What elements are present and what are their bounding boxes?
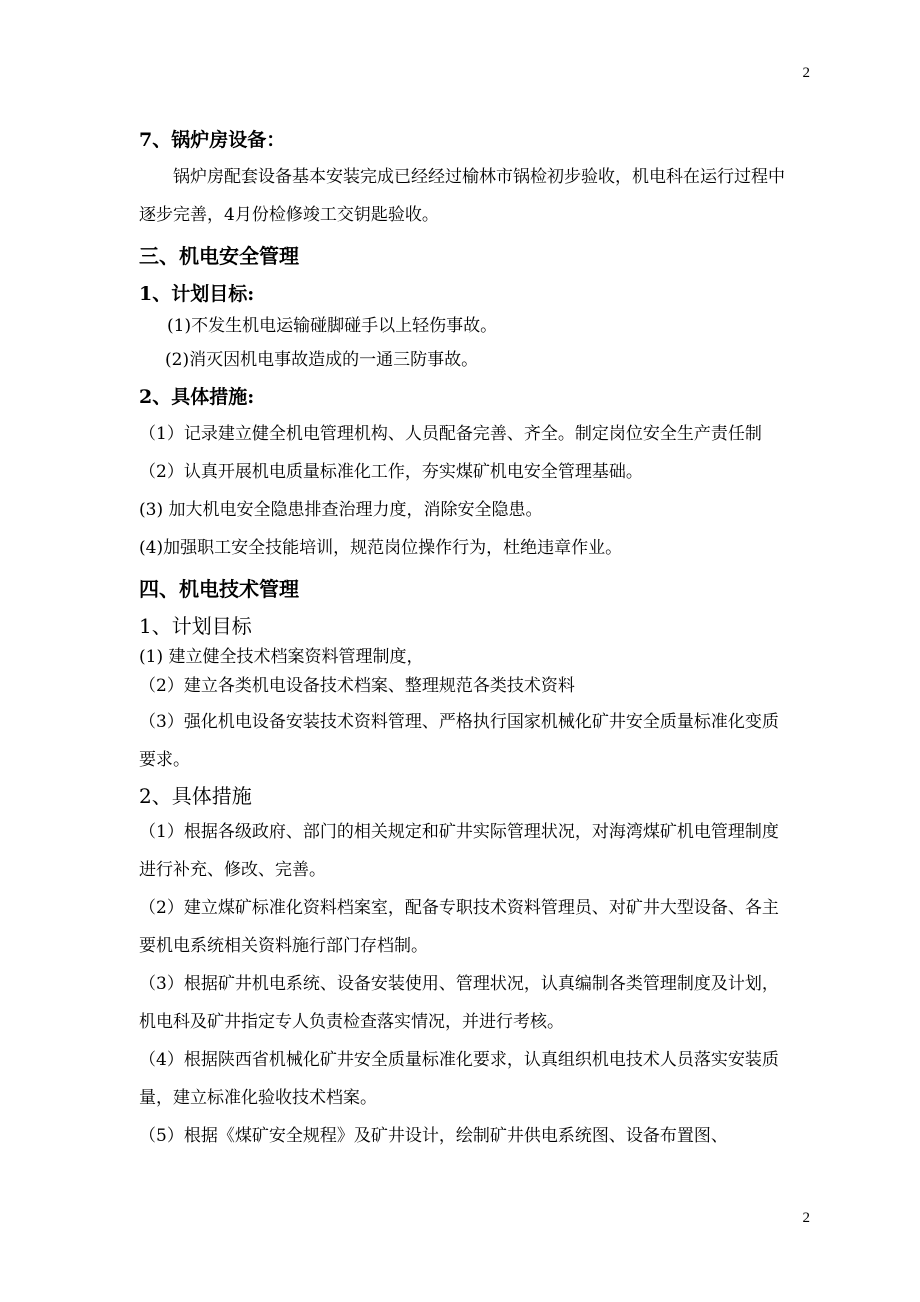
safety-measure-item: （2）认真开展机电质量标准化工作，夯实煤矿机电安全管理基础。 [139,462,643,482]
tech-section-title: 四、机电技术管理 [139,577,299,601]
tech-goal-heading: 1、计划目标 [139,614,252,638]
safety-measure-item: （1）记录建立健全机电管理机构、人员配备完善、齐全。制定岗位安全生产责任制 [139,424,762,444]
tech-goal-item: （2）建立各类机电设备技术档案、整理规范各类技术资料 [139,676,575,696]
tech-measure-item: （4）根据陕西省机械化矿井安全质量标准化要求，认真组织机电技术人员落实安装质量，建立标准化验收技术档案。 [139,1050,779,1108]
tech-measure-item: （1）根据各级政府、部门的相关规定和矿井实际管理状况，对海湾煤矿机电管理制度进行补充、修改、完善。 [139,822,779,880]
safety-goal-item: (2)消灭因机电事故造成的一通三防事故。 [165,350,479,370]
tech-measure-item: （2）建立煤矿标准化资料档案室，配备专职技术资料管理员、对矿井大型设备、各主要机电系统相关资料施行部门存档制。 [139,898,779,956]
document-body [139,122,789,1155]
safety-goal-item: (1)不发生机电运输碰脚碰手以上轻伤事故。 [167,316,498,336]
safety-measures-heading: 2、具体措施: [139,386,255,408]
tech-measures-heading: 2、具体措施 [139,784,252,808]
safety-goal-heading: 1、计划目标: [139,283,255,305]
tech-goal-item: （3）强化机电设备安装技术资料管理、严格执行国家机械化矿井安全质量标准化变质要求。 [139,712,779,770]
tech-measure-item: （3）根据矿井机电系统、设备安装使用、管理状况，认真编制各类管理制度及计划，机电科及矿井指定专人负责检查落实情况，并进行考核。 [139,974,779,1032]
safety-measure-item: (3) 加大机电安全隐患排查治理力度，消除安全隐患。 [139,500,543,520]
safety-section-title: 三、机电安全管理 [139,244,299,268]
tech-measure-item: （5）根据《煤矿安全规程》及矿井设计，绘制矿井供电系统图、设备布置图、 [139,1126,728,1146]
boiler-heading: 7、锅炉房设备： [139,129,286,151]
safety-measure-item: (4)加强职工安全技能培训，规范岗位操作行为，杜绝违章作业。 [139,538,623,558]
tech-goal-item: (1) 建立健全技术档案资料管理制度， [139,647,424,667]
page-number-top: 2 [802,65,810,81]
boiler-paragraph: 锅炉房配套设备基本安装完成已经经过榆林市锅检初步验收，机电科在运行过程中逐步完善，4月份检修竣工交钥匙验收。 [139,167,785,225]
page-number-bottom: 2 [802,1210,810,1226]
